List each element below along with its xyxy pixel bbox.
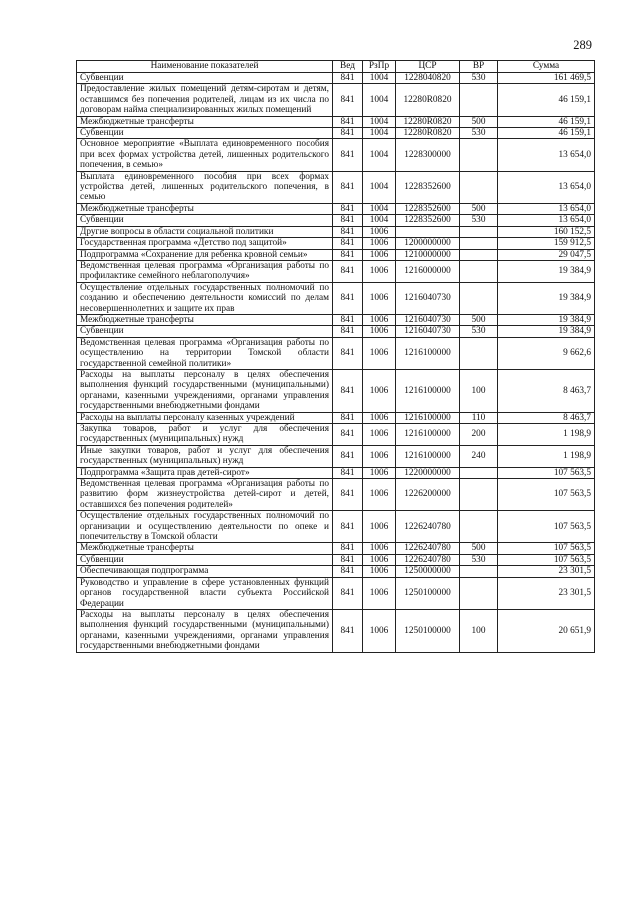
- cell-csr: 1226200000: [396, 479, 460, 511]
- cell-name: Расходы на выплаты персоналу в целях обеспечения выполнения функций государственными (муниципальными) органами, казенными учреждениями, органами управления государственными внебюджетными фондами: [77, 609, 333, 652]
- cell-ved: 841: [333, 128, 363, 139]
- cell-vr: [460, 84, 498, 116]
- cell-rzpr: 1006: [363, 314, 396, 325]
- cell-name: Субвенции: [77, 73, 333, 84]
- cell-sum: 19 384,9: [498, 326, 595, 337]
- cell-rzpr: 1006: [363, 326, 396, 337]
- table-row: [77, 326, 595, 337]
- table-row: [77, 203, 595, 214]
- budget-table: [76, 60, 595, 653]
- cell-ved: 841: [333, 412, 363, 423]
- cell-csr: 1216000000: [396, 260, 460, 282]
- cell-ved: 841: [333, 511, 363, 543]
- cell-ved: 841: [333, 116, 363, 127]
- column-header-rzpr: РзПр: [363, 61, 396, 73]
- cell-name: Субвенции: [77, 326, 333, 337]
- cell-vr: 240: [460, 445, 498, 467]
- cell-vr: 530: [460, 554, 498, 565]
- table-row: [77, 226, 595, 237]
- cell-vr: [460, 226, 498, 237]
- cell-rzpr: 1006: [363, 282, 396, 314]
- cell-vr: [460, 238, 498, 249]
- cell-ved: 841: [333, 326, 363, 337]
- cell-name: Субвенции: [77, 215, 333, 226]
- cell-ved: 841: [333, 73, 363, 84]
- cell-vr: 530: [460, 326, 498, 337]
- table-body: [77, 73, 595, 653]
- cell-csr: 1216100000: [396, 412, 460, 423]
- column-header-ved: Вед: [333, 61, 363, 73]
- cell-vr: [460, 566, 498, 577]
- table-row: [77, 84, 595, 116]
- cell-name: Межбюджетные трансферты: [77, 314, 333, 325]
- cell-rzpr: 1004: [363, 73, 396, 84]
- cell-csr: 12280R0820: [396, 128, 460, 139]
- page-number: 289: [573, 38, 592, 52]
- cell-vr: [460, 337, 498, 369]
- cell-name: Расходы на выплаты персоналу казенных учреждений: [77, 412, 333, 423]
- cell-vr: [460, 171, 498, 203]
- table-row: [77, 73, 595, 84]
- table-row: [77, 424, 595, 446]
- cell-name: Межбюджетные трансферты: [77, 543, 333, 554]
- cell-vr: 530: [460, 128, 498, 139]
- cell-vr: [460, 282, 498, 314]
- column-header-vr: ВР: [460, 61, 498, 73]
- cell-sum: 13 654,0: [498, 203, 595, 214]
- cell-csr: 1228040820: [396, 73, 460, 84]
- cell-sum: 9 662,6: [498, 337, 595, 369]
- cell-name: Государственная программа «Детство под защитой»: [77, 238, 333, 249]
- cell-sum: 159 912,5: [498, 238, 595, 249]
- cell-ved: 841: [333, 215, 363, 226]
- cell-sum: 107 563,5: [498, 511, 595, 543]
- cell-name: Субвенции: [77, 554, 333, 565]
- cell-vr: 500: [460, 116, 498, 127]
- cell-sum: 20 651,9: [498, 609, 595, 652]
- cell-sum: 23 301,5: [498, 577, 595, 609]
- table-row: [77, 282, 595, 314]
- table-row: [77, 566, 595, 577]
- cell-sum: 46 159,1: [498, 84, 595, 116]
- cell-sum: 19 384,9: [498, 282, 595, 314]
- cell-sum: 107 563,5: [498, 554, 595, 565]
- cell-sum: 8 463,7: [498, 369, 595, 412]
- cell-ved: 841: [333, 424, 363, 446]
- table-row: [77, 577, 595, 609]
- cell-csr: 1250100000: [396, 609, 460, 652]
- cell-name: Осуществление отдельных государственных полномочий по созданию и обеспечению деятельности комиссий по делам несовершеннолетних и защите их прав: [77, 282, 333, 314]
- cell-rzpr: 1004: [363, 139, 396, 171]
- cell-rzpr: 1006: [363, 238, 396, 249]
- cell-rzpr: 1006: [363, 249, 396, 260]
- cell-csr: 1216100000: [396, 424, 460, 446]
- column-header-name: Наименование показателей: [77, 61, 333, 73]
- cell-csr: 1216040730: [396, 326, 460, 337]
- cell-sum: 107 563,5: [498, 543, 595, 554]
- cell-csr: 1228352600: [396, 203, 460, 214]
- cell-rzpr: 1006: [363, 445, 396, 467]
- table-row: [77, 260, 595, 282]
- cell-vr: 100: [460, 369, 498, 412]
- cell-rzpr: 1004: [363, 203, 396, 214]
- cell-ved: 841: [333, 479, 363, 511]
- cell-sum: 46 159,1: [498, 128, 595, 139]
- cell-rzpr: 1004: [363, 215, 396, 226]
- cell-rzpr: 1006: [363, 369, 396, 412]
- cell-vr: [460, 577, 498, 609]
- cell-rzpr: 1006: [363, 479, 396, 511]
- cell-name: Подпрограмма «Защита прав детей-сирот»: [77, 467, 333, 478]
- table-row: [77, 445, 595, 467]
- cell-rzpr: 1006: [363, 566, 396, 577]
- table-header-row: [77, 61, 595, 73]
- cell-csr: 1216100000: [396, 445, 460, 467]
- cell-ved: 841: [333, 249, 363, 260]
- cell-vr: [460, 139, 498, 171]
- cell-sum: 29 047,5: [498, 249, 595, 260]
- cell-ved: 841: [333, 609, 363, 652]
- cell-rzpr: 1004: [363, 116, 396, 127]
- cell-rzpr: 1006: [363, 260, 396, 282]
- table-row: [77, 337, 595, 369]
- cell-sum: 107 563,5: [498, 479, 595, 511]
- cell-ved: 841: [333, 203, 363, 214]
- cell-ved: 841: [333, 445, 363, 467]
- cell-name: Ведомственная целевая программа «Организация работы по профилактике семейного неблагополучия»: [77, 260, 333, 282]
- cell-ved: 841: [333, 171, 363, 203]
- table-row: [77, 249, 595, 260]
- cell-sum: 13 654,0: [498, 215, 595, 226]
- cell-ved: 841: [333, 282, 363, 314]
- cell-csr: 1216100000: [396, 337, 460, 369]
- cell-rzpr: 1004: [363, 84, 396, 116]
- table-row: [77, 609, 595, 652]
- cell-csr: 1200000000: [396, 238, 460, 249]
- cell-vr: 200: [460, 424, 498, 446]
- cell-rzpr: 1006: [363, 337, 396, 369]
- cell-sum: 13 654,0: [498, 139, 595, 171]
- cell-name: Межбюджетные трансферты: [77, 116, 333, 127]
- cell-name: Обеспечивающая подпрограмма: [77, 566, 333, 577]
- cell-csr: 1228352600: [396, 171, 460, 203]
- cell-sum: 46 159,1: [498, 116, 595, 127]
- cell-name: Осуществление отдельных государственных полномочий по организации и осуществлению деятельности по опеке и попечительству в Томской области: [77, 511, 333, 543]
- cell-ved: 841: [333, 314, 363, 325]
- table-row: [77, 139, 595, 171]
- cell-vr: [460, 511, 498, 543]
- cell-ved: 841: [333, 226, 363, 237]
- cell-ved: 841: [333, 554, 363, 565]
- cell-sum: 161 469,5: [498, 73, 595, 84]
- cell-name: Ведомственная целевая программа «Организация работы по развитию форм жизнеустройства детей-сирот и детей, оставшихся без попечения родителей»: [77, 479, 333, 511]
- cell-name: Иные закупки товаров, работ и услуг для обеспечения государственных (муниципальных) нужд: [77, 445, 333, 467]
- cell-rzpr: 1006: [363, 424, 396, 446]
- cell-rzpr: 1006: [363, 577, 396, 609]
- cell-csr: [396, 226, 460, 237]
- cell-name: Ведомственная целевая программа «Организация работы по осуществлению на территории Томской области государственной семейной политики»: [77, 337, 333, 369]
- cell-csr: 12280R0820: [396, 116, 460, 127]
- cell-sum: 19 384,9: [498, 260, 595, 282]
- cell-name: Подпрограмма «Сохранение для ребенка кровной семьи»: [77, 249, 333, 260]
- cell-csr: 1228352600: [396, 215, 460, 226]
- cell-sum: 13 654,0: [498, 171, 595, 203]
- cell-vr: [460, 467, 498, 478]
- cell-csr: 1226240780: [396, 543, 460, 554]
- table-row: [77, 369, 595, 412]
- cell-sum: 107 563,5: [498, 467, 595, 478]
- table-row: [77, 467, 595, 478]
- cell-vr: [460, 249, 498, 260]
- cell-rzpr: 1006: [363, 226, 396, 237]
- table-row: [77, 116, 595, 127]
- table-row: [77, 238, 595, 249]
- cell-ved: 841: [333, 84, 363, 116]
- cell-ved: 841: [333, 467, 363, 478]
- cell-name: Межбюджетные трансферты: [77, 203, 333, 214]
- cell-name: Предоставление жилых помещений детям-сиротам и детям, оставшимся без попечения родителей, лицам из их числа по договорам найма специализированных жилых помещений: [77, 84, 333, 116]
- cell-csr: 12280R0820: [396, 84, 460, 116]
- cell-ved: 841: [333, 369, 363, 412]
- table-row: [77, 412, 595, 423]
- table-row: [77, 314, 595, 325]
- cell-rzpr: 1006: [363, 467, 396, 478]
- cell-name: Другие вопросы в области социальной политики: [77, 226, 333, 237]
- cell-sum: 160 152,5: [498, 226, 595, 237]
- cell-vr: 530: [460, 215, 498, 226]
- cell-csr: 1250100000: [396, 577, 460, 609]
- cell-ved: 841: [333, 566, 363, 577]
- cell-name: Основное мероприятие «Выплата единовременного пособия при всех формах устройства детей, лишенных родительского попечения, в семью»: [77, 139, 333, 171]
- cell-sum: 1 198,9: [498, 424, 595, 446]
- table-row: [77, 128, 595, 139]
- cell-name: Выплата единовременного пособия при всех формах устройства детей, лишенных родительского попечения, в семью: [77, 171, 333, 203]
- cell-rzpr: 1006: [363, 609, 396, 652]
- cell-csr: 1226240780: [396, 554, 460, 565]
- cell-vr: 100: [460, 609, 498, 652]
- table-row: [77, 479, 595, 511]
- table-row: [77, 554, 595, 565]
- cell-ved: 841: [333, 337, 363, 369]
- cell-ved: 841: [333, 577, 363, 609]
- cell-csr: 1216040730: [396, 282, 460, 314]
- cell-name: Расходы на выплаты персоналу в целях обеспечения выполнения функций государственными (муниципальными) органами, казенными учреждениями, органами управления государственными внебюджетными фондами: [77, 369, 333, 412]
- cell-sum: 8 463,7: [498, 412, 595, 423]
- cell-name: Закупка товаров, работ и услуг для обеспечения государственных (муниципальных) нужд: [77, 424, 333, 446]
- cell-csr: 1210000000: [396, 249, 460, 260]
- table-row: [77, 215, 595, 226]
- cell-vr: 500: [460, 203, 498, 214]
- cell-sum: 1 198,9: [498, 445, 595, 467]
- cell-csr: 1216040730: [396, 314, 460, 325]
- table-row: [77, 171, 595, 203]
- cell-rzpr: 1006: [363, 511, 396, 543]
- cell-vr: 110: [460, 412, 498, 423]
- cell-rzpr: 1006: [363, 543, 396, 554]
- cell-rzpr: 1004: [363, 128, 396, 139]
- cell-vr: 530: [460, 73, 498, 84]
- cell-ved: 841: [333, 238, 363, 249]
- cell-csr: 1226240780: [396, 511, 460, 543]
- cell-name: Субвенции: [77, 128, 333, 139]
- cell-rzpr: 1004: [363, 171, 396, 203]
- cell-ved: 841: [333, 260, 363, 282]
- cell-ved: 841: [333, 543, 363, 554]
- cell-rzpr: 1006: [363, 412, 396, 423]
- cell-sum: 19 384,9: [498, 314, 595, 325]
- cell-vr: 500: [460, 543, 498, 554]
- cell-csr: 1250000000: [396, 566, 460, 577]
- cell-vr: [460, 260, 498, 282]
- cell-csr: 1220000000: [396, 467, 460, 478]
- cell-sum: 23 301,5: [498, 566, 595, 577]
- column-header-sum: Сумма: [498, 61, 595, 73]
- column-header-csr: ЦСР: [396, 61, 460, 73]
- cell-csr: 1228300000: [396, 139, 460, 171]
- cell-name: Руководство и управление в сфере установленных функций органов государственной власти субъекта Российской Федерации: [77, 577, 333, 609]
- table-row: [77, 543, 595, 554]
- cell-vr: [460, 479, 498, 511]
- table-row: [77, 511, 595, 543]
- cell-ved: 841: [333, 139, 363, 171]
- cell-csr: 1216100000: [396, 369, 460, 412]
- cell-rzpr: 1006: [363, 554, 396, 565]
- cell-vr: 500: [460, 314, 498, 325]
